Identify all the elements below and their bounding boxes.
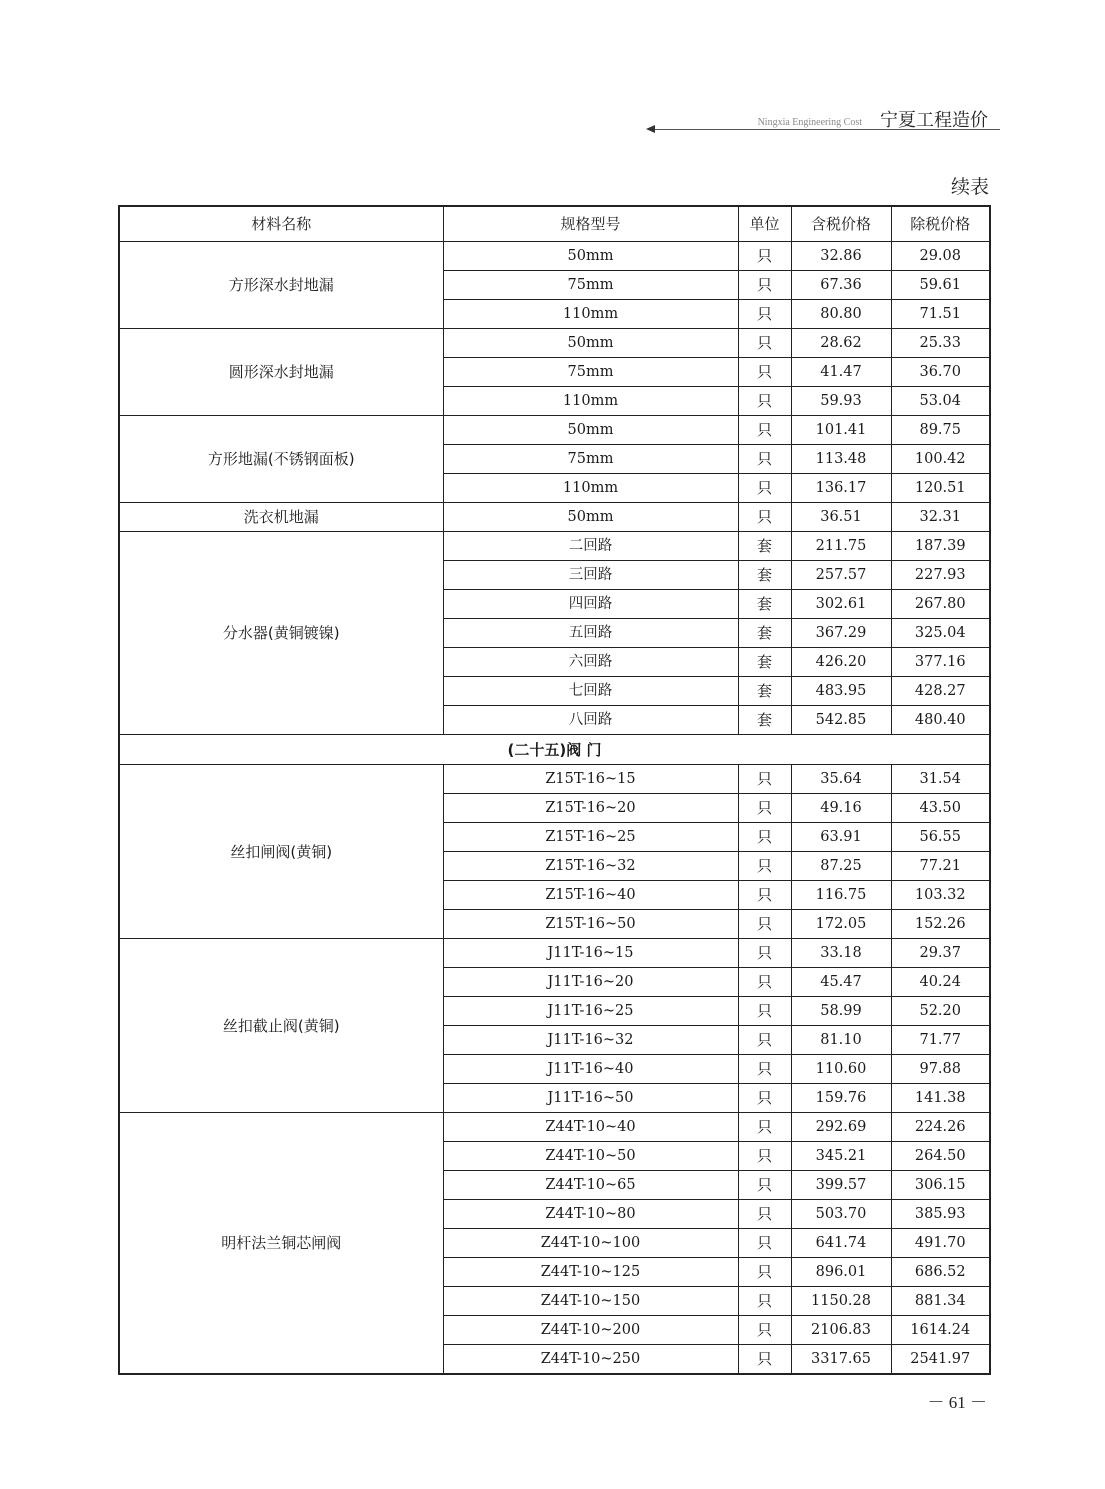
price-notax-cell: 306.15: [891, 1171, 990, 1200]
column-header-price-tax: 含税价格: [791, 206, 891, 242]
unit-cell: 只: [738, 1258, 791, 1287]
unit-cell: 只: [738, 1345, 791, 1375]
price-tax-cell: 292.69: [791, 1113, 891, 1142]
spec-cell: 50mm: [443, 329, 738, 358]
price-tax-cell: 172.05: [791, 910, 891, 939]
price-tax-cell: 33.18: [791, 939, 891, 968]
unit-cell: 只: [738, 358, 791, 387]
spec-cell: 75mm: [443, 445, 738, 474]
spec-cell: Z15T-16~25: [443, 823, 738, 852]
unit-cell: 套: [738, 619, 791, 648]
spec-cell: Z44T-10~150: [443, 1287, 738, 1316]
unit-cell: 只: [738, 1142, 791, 1171]
spec-cell: Z44T-10~250: [443, 1345, 738, 1375]
price-notax-cell: 36.70: [891, 358, 990, 387]
unit-cell: 只: [738, 474, 791, 503]
spec-cell: Z15T-16~50: [443, 910, 738, 939]
material-name-cell: 洗衣机地漏: [119, 503, 443, 532]
spec-cell: Z44T-10~125: [443, 1258, 738, 1287]
spec-cell: Z15T-16~40: [443, 881, 738, 910]
price-tax-cell: 113.48: [791, 445, 891, 474]
price-notax-cell: 224.26: [891, 1113, 990, 1142]
spec-cell: 110mm: [443, 387, 738, 416]
unit-cell: 只: [738, 765, 791, 794]
unit-cell: 只: [738, 416, 791, 445]
unit-cell: 只: [738, 1200, 791, 1229]
unit-cell: 只: [738, 1084, 791, 1113]
unit-cell: 只: [738, 852, 791, 881]
price-notax-cell: 491.70: [891, 1229, 990, 1258]
price-tax-cell: 542.85: [791, 706, 891, 735]
spec-cell: 五回路: [443, 619, 738, 648]
unit-cell: 只: [738, 329, 791, 358]
price-notax-cell: 52.20: [891, 997, 990, 1026]
price-tax-cell: 641.74: [791, 1229, 891, 1258]
price-tax-cell: 49.16: [791, 794, 891, 823]
price-tax-cell: 211.75: [791, 532, 891, 561]
spec-cell: 六回路: [443, 648, 738, 677]
spec-cell: 50mm: [443, 242, 738, 271]
price-tax-cell: 136.17: [791, 474, 891, 503]
unit-cell: 只: [738, 968, 791, 997]
unit-cell: 只: [738, 1316, 791, 1345]
price-notax-cell: 377.16: [891, 648, 990, 677]
spec-cell: J11T-16~50: [443, 1084, 738, 1113]
price-tax-cell: 399.57: [791, 1171, 891, 1200]
table-row: [119, 329, 990, 358]
price-notax-cell: 187.39: [891, 532, 990, 561]
price-tax-cell: 426.20: [791, 648, 891, 677]
running-head-chinese: 宁夏工程造价: [880, 110, 988, 131]
price-notax-cell: 71.51: [891, 300, 990, 329]
price-tax-cell: 32.86: [791, 242, 891, 271]
price-notax-cell: 264.50: [891, 1142, 990, 1171]
unit-cell: 套: [738, 648, 791, 677]
spec-cell: Z44T-10~50: [443, 1142, 738, 1171]
price-notax-cell: 1614.24: [891, 1316, 990, 1345]
price-tax-cell: 80.80: [791, 300, 891, 329]
material-name-cell: 丝扣截止阀(黄铜): [119, 939, 443, 1113]
price-notax-cell: 881.34: [891, 1287, 990, 1316]
spec-cell: 50mm: [443, 416, 738, 445]
price-tax-cell: 101.41: [791, 416, 891, 445]
price-tax-cell: 87.25: [791, 852, 891, 881]
unit-cell: 套: [738, 677, 791, 706]
price-tax-cell: 28.62: [791, 329, 891, 358]
unit-cell: 套: [738, 706, 791, 735]
material-name-cell: 丝扣闸阀(黄铜): [119, 765, 443, 939]
material-name-cell: 分水器(黄铜镀镍): [119, 532, 443, 735]
price-tax-cell: 257.57: [791, 561, 891, 590]
price-tax-cell: 35.64: [791, 765, 891, 794]
price-tax-cell: 63.91: [791, 823, 891, 852]
running-head: [640, 104, 990, 134]
spec-cell: Z44T-10~40: [443, 1113, 738, 1142]
material-name-cell: 方形地漏(不锈钢面板): [119, 416, 443, 503]
unit-cell: 只: [738, 939, 791, 968]
running-head-rule: [652, 129, 1000, 130]
price-notax-cell: 59.61: [891, 271, 990, 300]
price-notax-cell: 2541.97: [891, 1345, 990, 1375]
table-header-row: [119, 206, 990, 242]
spec-cell: 75mm: [443, 358, 738, 387]
price-notax-cell: 77.21: [891, 852, 990, 881]
unit-cell: 只: [738, 1171, 791, 1200]
unit-cell: 套: [738, 590, 791, 619]
spec-cell: 八回路: [443, 706, 738, 735]
spec-cell: J11T-16~25: [443, 997, 738, 1026]
price-notax-cell: 325.04: [891, 619, 990, 648]
price-notax-cell: 40.24: [891, 968, 990, 997]
spec-cell: J11T-16~40: [443, 1055, 738, 1084]
price-tax-cell: 503.70: [791, 1200, 891, 1229]
price-tax-cell: 41.47: [791, 358, 891, 387]
price-tax-cell: 2106.83: [791, 1316, 891, 1345]
price-tax-cell: 1150.28: [791, 1287, 891, 1316]
price-notax-cell: 480.40: [891, 706, 990, 735]
unit-cell: 只: [738, 910, 791, 939]
spec-cell: 二回路: [443, 532, 738, 561]
price-notax-cell: 29.08: [891, 242, 990, 271]
price-notax-cell: 103.32: [891, 881, 990, 910]
table-body: [119, 242, 990, 1375]
price-notax-cell: 267.80: [891, 590, 990, 619]
spec-cell: 七回路: [443, 677, 738, 706]
price-notax-cell: 71.77: [891, 1026, 990, 1055]
arrow-left-icon: [646, 125, 655, 133]
spec-cell: 三回路: [443, 561, 738, 590]
price-notax-cell: 152.26: [891, 910, 990, 939]
spec-cell: 110mm: [443, 300, 738, 329]
table-row: [119, 532, 990, 561]
price-notax-cell: 29.37: [891, 939, 990, 968]
spec-cell: J11T-16~20: [443, 968, 738, 997]
unit-cell: 只: [738, 997, 791, 1026]
price-tax-cell: 67.36: [791, 271, 891, 300]
page-number: － 61 －: [927, 1393, 987, 1412]
spec-cell: Z15T-16~20: [443, 794, 738, 823]
price-tax-cell: 159.76: [791, 1084, 891, 1113]
running-head-english: Ningxia Engineering Cost: [757, 117, 862, 128]
price-notax-cell: 97.88: [891, 1055, 990, 1084]
price-notax-cell: 25.33: [891, 329, 990, 358]
spec-cell: 110mm: [443, 474, 738, 503]
price-tax-cell: 896.01: [791, 1258, 891, 1287]
unit-cell: 套: [738, 532, 791, 561]
column-header-spec: 规格型号: [443, 206, 738, 242]
unit-cell: 只: [738, 1026, 791, 1055]
material-name-cell: 方形深水封地漏: [119, 242, 443, 329]
table-row: [119, 416, 990, 445]
spec-cell: J11T-16~32: [443, 1026, 738, 1055]
price-notax-cell: 227.93: [891, 561, 990, 590]
price-notax-cell: 53.04: [891, 387, 990, 416]
column-header-name: 材料名称: [119, 206, 443, 242]
spec-cell: Z15T-16~32: [443, 852, 738, 881]
price-tax-cell: 59.93: [791, 387, 891, 416]
price-tax-cell: 36.51: [791, 503, 891, 532]
price-notax-cell: 686.52: [891, 1258, 990, 1287]
price-notax-cell: 89.75: [891, 416, 990, 445]
unit-cell: 只: [738, 271, 791, 300]
unit-cell: 只: [738, 794, 791, 823]
table-row: [119, 765, 990, 794]
price-tax-cell: 345.21: [791, 1142, 891, 1171]
spec-cell: Z15T-16~15: [443, 765, 738, 794]
price-tax-cell: 81.10: [791, 1026, 891, 1055]
unit-cell: 只: [738, 1229, 791, 1258]
table-row: [119, 939, 990, 968]
price-tax-cell: 116.75: [791, 881, 891, 910]
spec-cell: Z44T-10~100: [443, 1229, 738, 1258]
spec-cell: 50mm: [443, 503, 738, 532]
spec-cell: J11T-16~15: [443, 939, 738, 968]
price-notax-cell: 428.27: [891, 677, 990, 706]
table-row: [119, 242, 990, 271]
unit-cell: 只: [738, 1113, 791, 1142]
price-tax-cell: 58.99: [791, 997, 891, 1026]
price-notax-cell: 56.55: [891, 823, 990, 852]
price-notax-cell: 43.50: [891, 794, 990, 823]
price-tax-cell: 367.29: [791, 619, 891, 648]
unit-cell: 只: [738, 242, 791, 271]
unit-cell: 只: [738, 1055, 791, 1084]
price-notax-cell: 141.38: [891, 1084, 990, 1113]
price-notax-cell: 31.54: [891, 765, 990, 794]
price-tax-cell: 45.47: [791, 968, 891, 997]
table-row: [119, 1113, 990, 1142]
price-tax-cell: 3317.65: [791, 1345, 891, 1375]
spec-cell: Z44T-10~65: [443, 1171, 738, 1200]
table-row: [119, 503, 990, 532]
spec-cell: 四回路: [443, 590, 738, 619]
unit-cell: 只: [738, 1287, 791, 1316]
price-tax-cell: 110.60: [791, 1055, 891, 1084]
price-table: [118, 205, 991, 1375]
section-row: [119, 735, 990, 765]
material-name-cell: 圆形深水封地漏: [119, 329, 443, 416]
spec-cell: 75mm: [443, 271, 738, 300]
section-title: (二十五)阀 门: [119, 735, 990, 765]
unit-cell: 只: [738, 503, 791, 532]
spec-cell: Z44T-10~200: [443, 1316, 738, 1345]
unit-cell: 只: [738, 823, 791, 852]
material-name-cell: 明杆法兰铜芯闸阀: [119, 1113, 443, 1375]
price-notax-cell: 32.31: [891, 503, 990, 532]
price-notax-cell: 100.42: [891, 445, 990, 474]
price-tax-cell: 483.95: [791, 677, 891, 706]
unit-cell: 只: [738, 387, 791, 416]
unit-cell: 只: [738, 881, 791, 910]
price-notax-cell: 120.51: [891, 474, 990, 503]
column-header-price-notax: 除税价格: [891, 206, 990, 242]
unit-cell: 只: [738, 445, 791, 474]
price-tax-cell: 302.61: [791, 590, 891, 619]
unit-cell: 只: [738, 300, 791, 329]
unit-cell: 套: [738, 561, 791, 590]
price-notax-cell: 385.93: [891, 1200, 990, 1229]
continued-label: 续表: [950, 176, 989, 198]
column-header-unit: 单位: [738, 206, 791, 242]
spec-cell: Z44T-10~80: [443, 1200, 738, 1229]
